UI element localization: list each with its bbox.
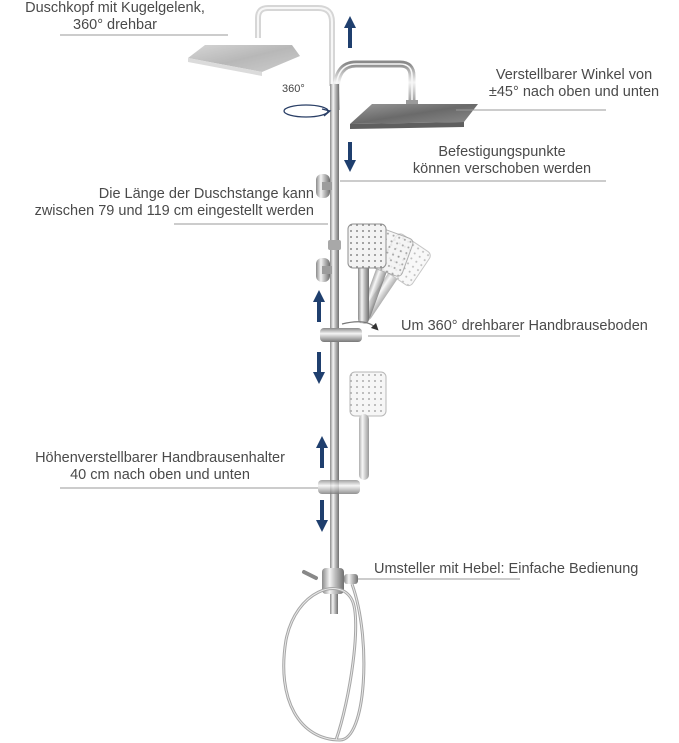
label-mounts xyxy=(398,144,606,178)
label-head-pivot-line2: 360° drehbar xyxy=(73,17,157,33)
shower-hose xyxy=(284,584,364,740)
arrow-down-icon xyxy=(316,500,328,532)
arrow-up-icon xyxy=(313,290,325,322)
rotation-mark: 360° xyxy=(282,83,305,95)
label-length-line2: zwischen 79 und 119 cm eingestellt werden xyxy=(34,203,314,219)
label-diverter-line1: Umsteller mit Hebel: Einfache Bedienung xyxy=(374,561,639,577)
shower-arm xyxy=(336,64,412,110)
label-holder-line1: Höhenverstellbarer Handbrausenhalter xyxy=(35,450,285,466)
label-length xyxy=(0,186,314,220)
label-handshower xyxy=(401,318,648,335)
arrow-up-icon xyxy=(344,16,356,48)
label-angle-line1: Verstellbarer Winkel von xyxy=(495,67,653,83)
label-angle xyxy=(470,67,678,101)
arrow-up-icon xyxy=(316,436,328,468)
hand-shower-rotating xyxy=(345,224,432,331)
wall-mount-lower xyxy=(316,258,332,282)
handshower-holder-upper xyxy=(320,322,376,342)
label-holder xyxy=(10,450,310,484)
label-head-pivot-line1: Duschkopf mit Kugelgelenk, xyxy=(25,0,205,16)
label-holder-line2: 40 cm nach oben und unten xyxy=(70,467,250,483)
arrow-down-icon xyxy=(344,142,356,172)
diverter-valve xyxy=(304,568,358,614)
label-mounts-line1: Befestigungspunkte xyxy=(438,144,566,160)
arrow-down-icon xyxy=(313,352,325,384)
rain-shower-head xyxy=(350,100,478,129)
label-head-pivot xyxy=(0,0,230,34)
wall-mount-upper xyxy=(316,174,332,198)
hand-shower-lower xyxy=(350,372,386,480)
label-mounts-line2: können verschoben werden xyxy=(412,161,592,177)
rotate-360-icon xyxy=(284,105,330,117)
label-angle-line2: ±45° nach oben und unten xyxy=(488,84,660,100)
label-length-line1: Die Länge der Duschstange kann xyxy=(98,186,314,202)
handshower-holder-lower xyxy=(318,480,360,494)
label-handshower-line1: Um 360° drehbarer Handbrauseboden xyxy=(401,318,648,334)
label-diverter xyxy=(374,561,638,578)
